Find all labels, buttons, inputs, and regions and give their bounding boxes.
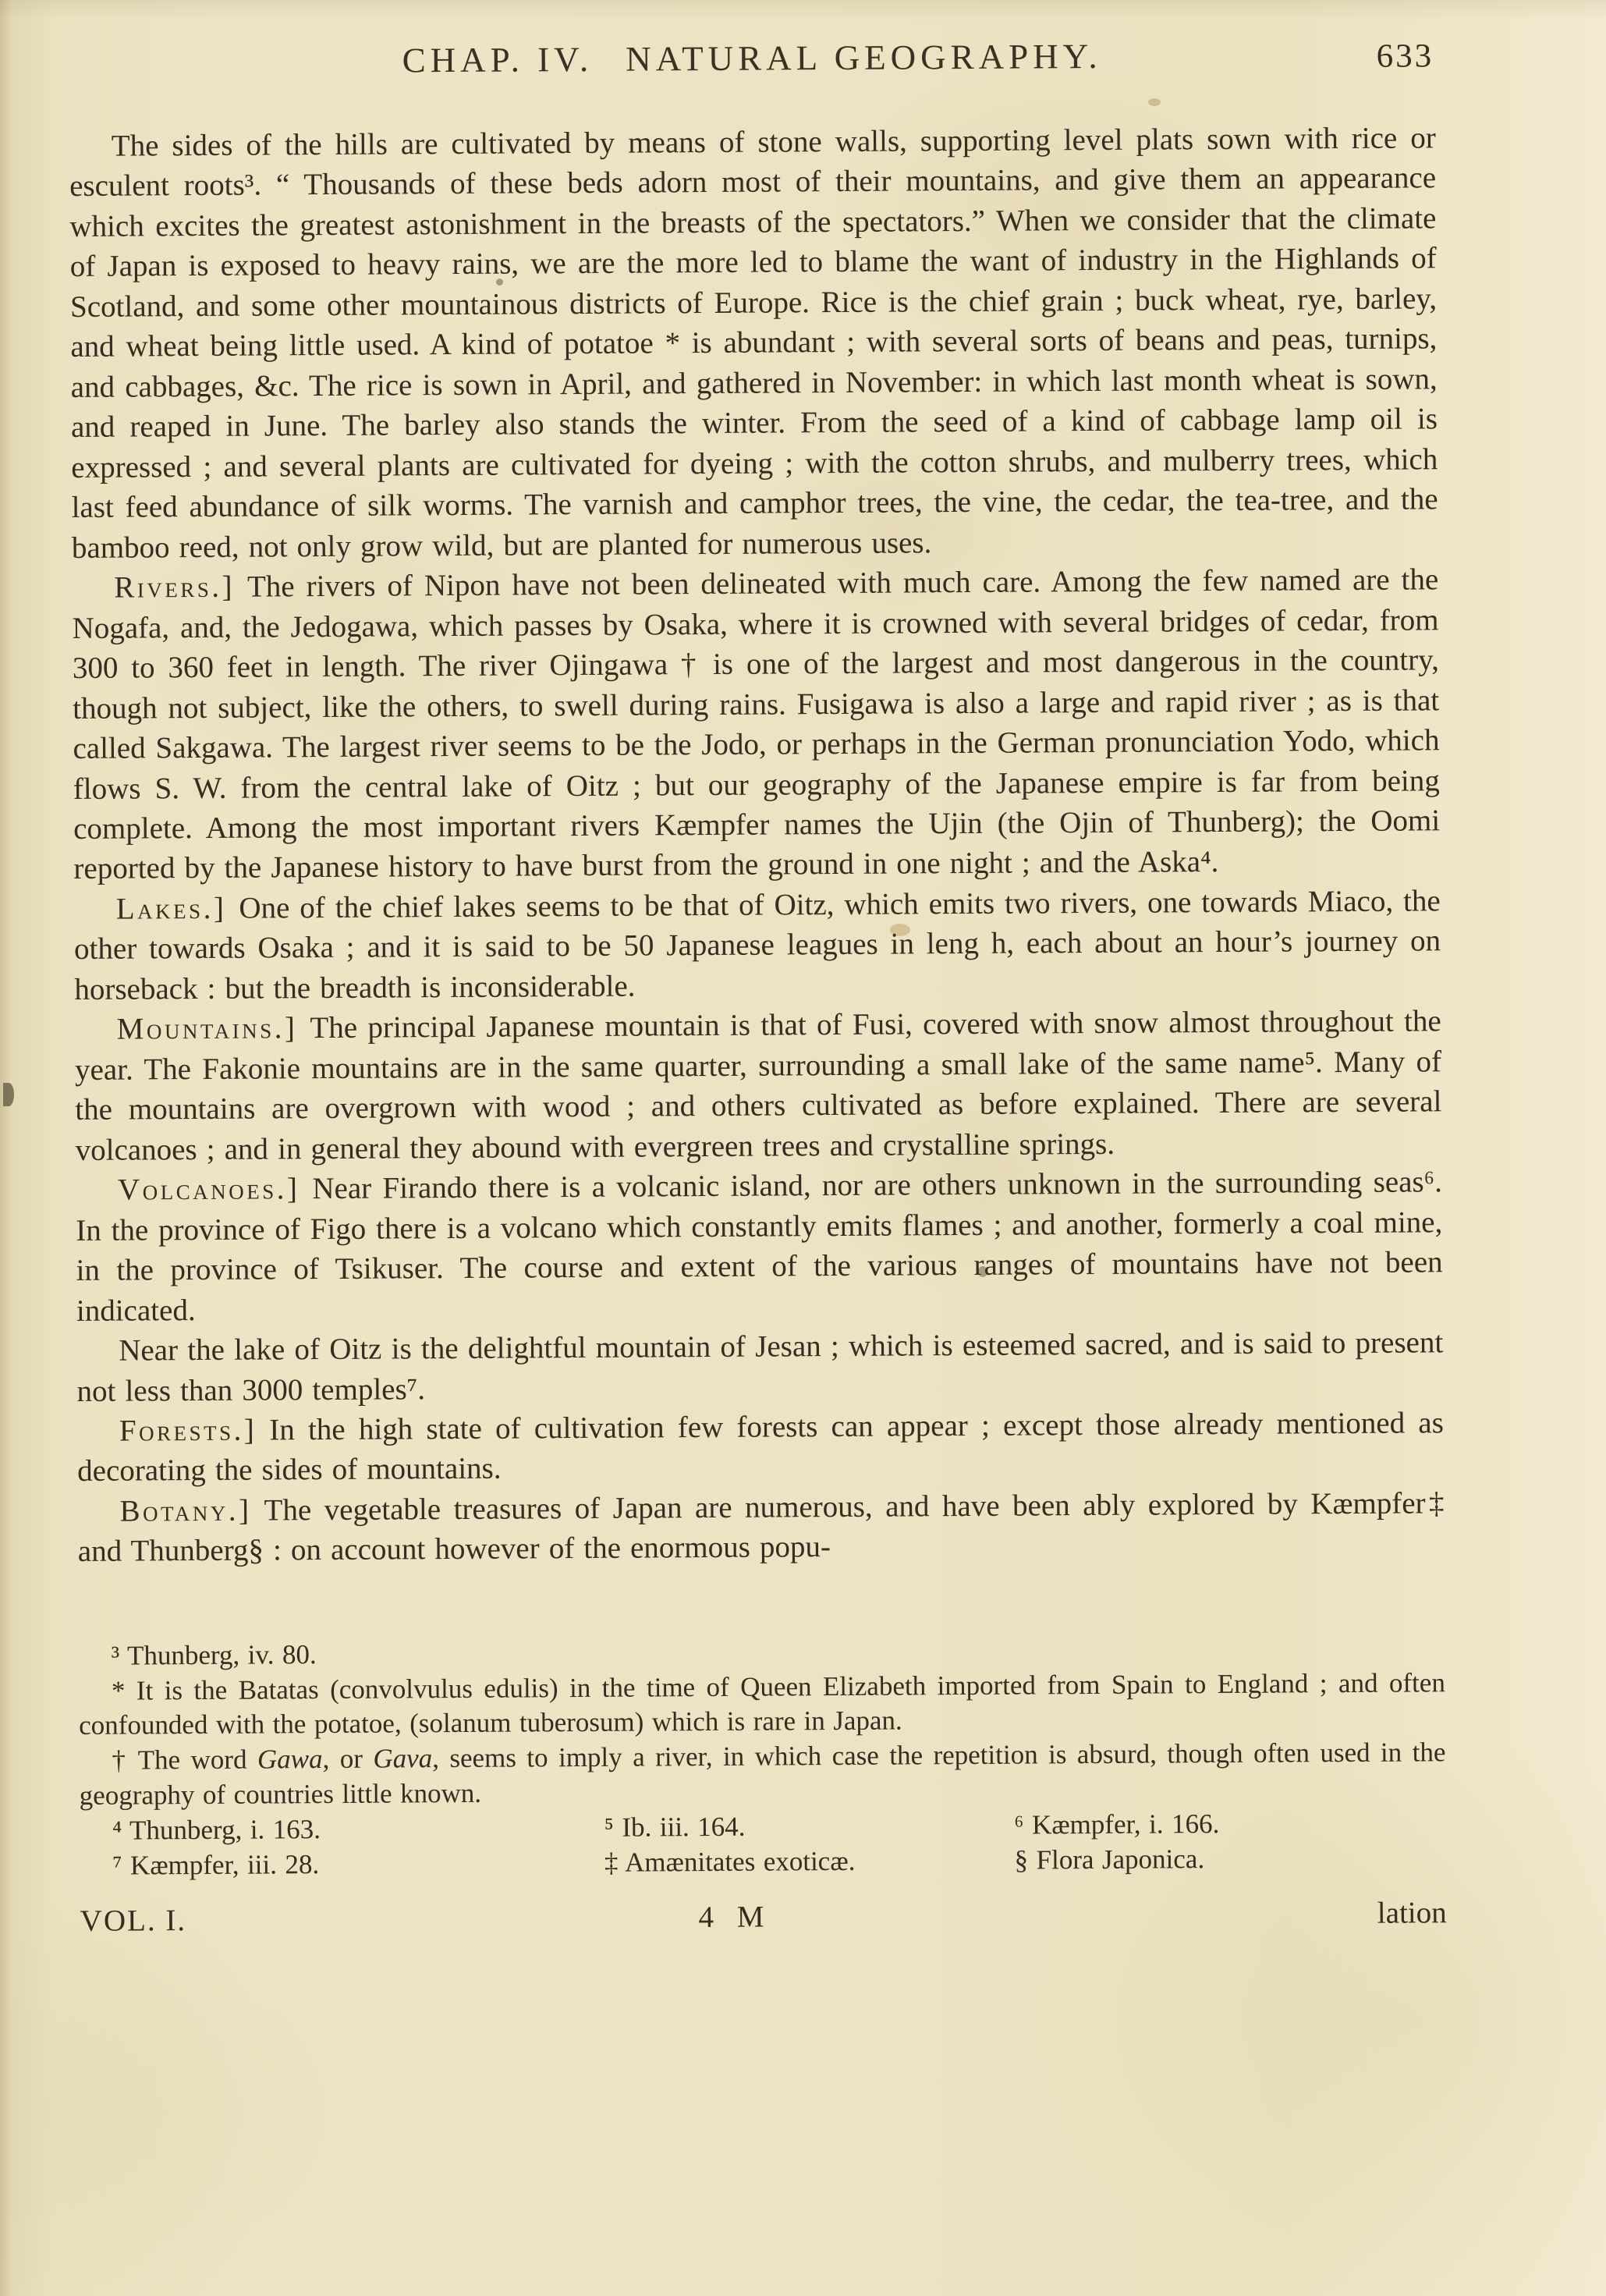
paragraph-rivers [72, 559, 1440, 889]
footnote-ref: ⁴ Thunberg, i. 163. [112, 1813, 321, 1846]
paragraph-text: The sides of the hills are cultivated by means of stone walls, supporting level plats sown with rice or esculent roots³. “ Thousands of these beds adorn most of their mountains, and give them an appearance which excites the greatest astonishment in the breasts of the spectators.” When we consider that the climate of Japan is exposed to heavy rains, we are the more led to blame the want of industry in the Highlands of Scotland, and some other mountainous districts of Europe. Rice is the chief grain ; buck wheat, rye, barley, and wheat being little used. A kind of potatoe * is abundant ; with several sorts of beans and peas, turnips, and cabbages, &c. The rice is sown in April, and gathered in November: in which last month wheat is sown, and reaped in June. The barley also stands the winter. From the seed of a kind of cabbage lamp oil is expressed ; and several plants are cultivated for dyeing ; with the cotton shrubs, and mulberry trees, which last feed abundance of silk worms. The varnish and camphor trees, the vine, the cedar, the tea-tree, and the bamboo reed, not only grow wild, but are planted for numerous uses. [69, 121, 1438, 565]
ink-speck [3, 1083, 14, 1106]
footnotes [79, 1631, 1447, 1883]
paragraph-text: The vegetable treasures of Japan are numerous, and have been ably explored by Kæmpfer‡ and Thunberg§ : on account however of the enormous popu- [77, 1486, 1445, 1569]
paragraph-cultivation [69, 118, 1438, 568]
section-label-rivers: Rivers.] [114, 570, 236, 605]
paragraph-text: One of the chief lakes seems to be that of Oitz, which emits two rivers, one towards Miaco, the other towards Osaka ; and it is said to be 50 Japanese leagues in leng h, each about an hour’s journey on horseback : but the breadth is inconsiderable. [73, 884, 1441, 1006]
section-heading: NATURAL GEOGRAPHY. [625, 36, 1102, 79]
page-footer [80, 1896, 1447, 1939]
section-label-botany: Botany.] [119, 1493, 252, 1528]
paragraph-text: Near Firando there is a volcanic island, nor are others unknown in the surrounding seas⁶. In the province of Figo there is a volcano which constantly emits flames ; and another, formerly a coal mine, in the province of Tsikuser. The course and extent of the various ranges of mountains have not been indicated. [76, 1165, 1443, 1328]
footnote-text: † The word [112, 1744, 258, 1776]
footnote-ref: § Flora Japonica. [1014, 1843, 1205, 1875]
paragraph-text: The principal Japanese mountain is that of Fusi, covered with snow almost throughout the year. The Fakonie mountains are in the same quarter, surrounding a small lake of the same name⁵. Many of the mountains are overgrown with wood ; and others cultivated as before explained. There are several volcanoes ; and in general they abound with evergreen trees and crystalline springs. [74, 1004, 1442, 1167]
footnote-ref: ⁷ Kæmpfer, iii. 28. [112, 1848, 320, 1881]
paragraph-jesan [76, 1322, 1444, 1411]
italic-term: Gawa [257, 1744, 323, 1775]
section-label-forests: Forests.] [119, 1413, 257, 1448]
footnote-text: , or [322, 1743, 374, 1775]
footnote-text: , seems to imply a river, in which case the repetition is absurd, though often used in the geography of countries little known. [79, 1737, 1446, 1812]
footnote-refs-row [80, 1840, 1446, 1883]
italic-term: Gava [373, 1743, 433, 1774]
body-text [69, 118, 1445, 1572]
paragraph-mountains [75, 1002, 1442, 1171]
paragraph-volcanoes [76, 1162, 1443, 1331]
paragraph-botany [77, 1483, 1445, 1572]
signature-mark: 4 M [698, 1900, 772, 1935]
paragraph-lakes [74, 881, 1441, 1010]
catchword: lation [1377, 1896, 1447, 1931]
footnote-thunberg-iv: ³ Thunberg, iv. 80. [111, 1638, 317, 1671]
footnote-ref: ⁵ Ib. iii. 164. [604, 1811, 746, 1843]
page-number: 633 [1376, 37, 1434, 75]
running-header [69, 34, 1435, 97]
footnote-gawa [79, 1736, 1446, 1814]
footnote-ref: ⁶ Kæmpfer, i. 166. [1014, 1808, 1220, 1840]
page-content [69, 34, 1447, 1939]
paragraph-text: The rivers of Nipon have not been delineated with much care. Among the few named are the Nogafa, and, the Jedogawa, which passes by Osaka, where it is crowned with several bridges of cedar, from 300 to 360 feet in length. The river Ojingawa † is one of the largest and most dangerous in the country, though not subject, like the others, to swell during rains. Fusigawa is also a large and rapid river ; as is that called Sakgawa. The largest river seems to be the Jodo, or perhaps in the German pronunciation Yodo, which flows S. W. from the central lake of Oitz ; but our geography of the Japanese empire is far from being complete. Among the most important rivers Kæmpfer names the Ujin (the Ojin of Thunberg); the Oomi reported by the Japanese history to have burst from the ground in one night ; and the Aska⁴. [72, 562, 1441, 886]
page-title [69, 34, 1435, 83]
paragraph-text: Near the lake of Oitz is the delightful mountain of Jesan ; which is esteemed sacred, and is said to present not less than 3000 temples⁷. [76, 1325, 1444, 1408]
section-label-volcanoes: Volcanoes.] [117, 1172, 300, 1207]
footnote-batatas: * It is the Batatas (convolvulus edulis) in the time of Queen Elizabeth imported from Spain to England ; and often confounded with the potatoe, (solanum tuberosum) which is rare in Japan. [79, 1666, 1445, 1741]
section-label-lakes: Lakes.] [115, 891, 227, 926]
section-label-mountains: Mountains.] [116, 1011, 298, 1046]
volume-label: VOL. I. [80, 1904, 187, 1939]
paragraph-text: In the high state of cultivation few forests can appear ; except those already mentioned as decorating the sides of mountains. [77, 1406, 1444, 1489]
footnote-ref: ‡ Amænitates exoticæ. [604, 1845, 856, 1878]
chapter-heading: CHAP. IV. [402, 39, 594, 80]
paragraph-forests [77, 1403, 1445, 1492]
